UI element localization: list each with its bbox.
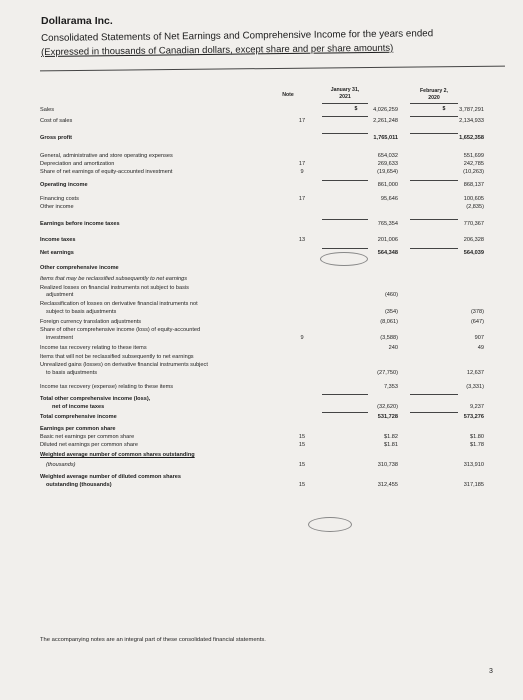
row-label: Reclassification of losses on derivative financial instruments not <box>40 301 198 307</box>
row-label: Foreign currency translation adjustments <box>40 319 142 325</box>
row-value-2020: (647) <box>470 319 484 325</box>
row-label: Earnings per common share <box>40 426 116 432</box>
row-label: Cost of sales <box>40 118 73 124</box>
row-value-2020: $1.80 <box>470 434 484 440</box>
row-label: Realized losses on financial instruments not subject to basis <box>40 285 189 291</box>
statement-row <box>40 370 500 379</box>
statement-row <box>40 182 500 191</box>
row-value-2020: (3,331) <box>466 384 484 390</box>
col2-header-date: February 2, <box>420 88 448 94</box>
row-label: Gross profit <box>40 135 73 141</box>
row-value-2021: 312,455 <box>377 482 398 488</box>
col1-currency: $ <box>354 106 358 112</box>
statement-subtitle: (Expressed in thousands of Canadian dollars, except share and per share amounts) <box>41 42 394 58</box>
row-label: Diluted net earnings per common share <box>40 442 138 448</box>
row-value-2021: 7,353 <box>384 384 398 390</box>
company-name: Dollarama Inc. <box>41 15 113 27</box>
row-value-2021: 564,348 <box>377 250 398 256</box>
statement-row <box>40 462 500 471</box>
row-value-2020: 100,605 <box>463 196 484 202</box>
total-rule <box>322 394 368 395</box>
row-value-2020: 3,787,291 <box>459 107 484 113</box>
row-label: Share of net earnings of equity-accounted investment <box>40 169 173 175</box>
row-label: Depreciation and amortization <box>40 161 115 167</box>
statement-row <box>40 204 500 213</box>
total-rule <box>410 248 458 249</box>
row-value-2020: 564,039 <box>463 250 484 256</box>
total-rule <box>322 219 368 220</box>
total-rule <box>410 394 458 395</box>
row-label: Operating income <box>40 182 88 188</box>
col2-header-year: 2020 <box>428 95 440 101</box>
row-value-2020: $1.78 <box>470 442 484 448</box>
row-value-2021: $1.82 <box>384 434 398 440</box>
statement-row <box>40 309 500 318</box>
total-rule <box>410 412 458 413</box>
statement-row <box>40 265 500 274</box>
row-label: investment <box>46 335 74 341</box>
row-label: Net earnings <box>40 250 74 256</box>
row-label: Other comprehensive income <box>40 265 119 271</box>
total-rule <box>322 133 368 134</box>
row-value-2021: 765,354 <box>377 221 398 227</box>
row-value-2020: 907 <box>474 335 484 341</box>
row-label: subject to basis adjustments <box>46 309 117 315</box>
row-value-2020: 868,137 <box>463 182 484 188</box>
row-label: Weighted average number of common shares outstanding <box>40 452 195 458</box>
statement-row <box>40 221 500 230</box>
row-value-2021: 654,032 <box>377 153 398 159</box>
row-value-2021: (3,588) <box>380 335 398 341</box>
total-rule <box>410 116 458 117</box>
row-label: Unrealized gains (losses) on derivative financial instruments subject <box>40 362 208 368</box>
row-value-2021: $1.81 <box>384 442 398 448</box>
page-number: 3 <box>489 668 493 675</box>
row-label: Total other comprehensive income (loss), <box>40 396 151 402</box>
note-header: Note <box>282 92 294 98</box>
header-rule <box>40 66 505 72</box>
row-value-2021: 201,006 <box>377 237 398 243</box>
row-label: net of income taxes <box>52 404 105 410</box>
total-rule <box>410 219 458 220</box>
row-label: Income tax recovery (expense) relating to these items <box>40 384 174 390</box>
row-label: Financing costs <box>40 196 79 202</box>
col1-header-rule <box>322 103 368 104</box>
statement-row <box>40 135 500 144</box>
row-value-2021: 269,633 <box>377 161 398 167</box>
statement-row <box>40 276 500 285</box>
statement-row <box>40 118 500 127</box>
row-value-2021: 861,000 <box>377 182 398 188</box>
row-note: 15 <box>298 462 306 468</box>
annotation-circle-weighted-shares <box>308 517 352 532</box>
row-label: adjustment <box>46 292 74 298</box>
row-label: Items that will not be reclassified subsequently to net earnings <box>40 354 194 360</box>
row-label: (thousands) <box>46 462 76 468</box>
row-value-2020: 12,637 <box>466 370 484 376</box>
row-value-2020: 1,652,358 <box>459 135 484 141</box>
footer-note: The accompanying notes are an integral part of these consolidated financial statements. <box>40 637 266 643</box>
statement-row <box>40 237 500 246</box>
statement-row <box>40 414 500 423</box>
row-value-2021: 95,646 <box>380 196 398 202</box>
row-value-2021: (19,654) <box>377 169 398 175</box>
row-value-2020: 770,367 <box>463 221 484 227</box>
col2-header-rule <box>410 103 458 104</box>
total-rule <box>410 133 458 134</box>
row-note: 9 <box>300 335 304 341</box>
row-note: 17 <box>298 118 306 124</box>
total-rule <box>322 248 368 249</box>
row-value-2021: 2,261,248 <box>373 118 398 124</box>
row-value-2020: (10,263) <box>463 169 484 175</box>
row-value-2021: 1,765,011 <box>373 135 398 141</box>
statement-row <box>40 107 500 116</box>
row-value-2020: 551,699 <box>463 153 484 159</box>
statement-row <box>40 169 500 178</box>
row-label: Items that may be reclassified subsequently to net earnings <box>40 276 188 282</box>
statement-row <box>40 452 500 461</box>
row-value-2020: 2,134,933 <box>459 118 484 124</box>
row-value-2021: (27,750) <box>377 370 398 376</box>
statement-row <box>40 345 500 354</box>
row-label: Weighted average number of diluted common shares <box>40 474 182 480</box>
row-value-2020: 317,185 <box>463 482 484 488</box>
total-rule <box>410 180 458 181</box>
row-label: outstanding (thousands) <box>46 482 112 488</box>
row-value-2020: 9,237 <box>470 404 484 410</box>
row-value-2021: 240 <box>388 345 398 351</box>
row-note: 15 <box>298 482 306 488</box>
statement-row <box>40 482 500 491</box>
row-value-2020: 573,276 <box>463 414 484 420</box>
row-value-2021: (354) <box>384 309 398 315</box>
statement-row <box>40 335 500 344</box>
row-value-2021: (32,620) <box>377 404 398 410</box>
row-value-2021: (460) <box>384 292 398 298</box>
total-rule <box>322 412 368 413</box>
row-label: Share of other comprehensive income (loss) of equity-accounted <box>40 327 201 333</box>
annotation-circle-net-earnings <box>320 252 368 266</box>
row-label: Other income <box>40 204 74 210</box>
row-value-2020: (2,835) <box>466 204 484 210</box>
row-value-2020: 242,785 <box>463 161 484 167</box>
row-note: 9 <box>300 169 304 175</box>
row-value-2020: 313,910 <box>463 462 484 468</box>
row-label: Sales <box>40 107 54 113</box>
row-note: 17 <box>298 196 306 202</box>
row-label: Earnings before income taxes <box>40 221 120 227</box>
row-note: 13 <box>298 237 306 243</box>
col1-header-year: 2021 <box>339 94 351 100</box>
row-value-2020: (378) <box>470 309 484 315</box>
col2-currency: $ <box>442 106 446 112</box>
row-label: to basis adjustments <box>46 370 97 376</box>
row-label: Income taxes <box>40 237 76 243</box>
statement-row <box>40 442 500 451</box>
total-rule <box>322 180 368 181</box>
statement-row <box>40 292 500 301</box>
row-label: General, administrative and store operating expenses <box>40 153 173 159</box>
row-label: Basic net earnings per common share <box>40 434 135 440</box>
row-note: 17 <box>298 161 306 167</box>
row-value-2021: (8,061) <box>380 319 398 325</box>
statement-row <box>40 384 500 393</box>
row-value-2021: 310,738 <box>377 462 398 468</box>
total-rule <box>322 116 368 117</box>
statement-row <box>40 250 500 259</box>
row-label: Total comprehensive income <box>40 414 117 420</box>
row-value-2021: 531,728 <box>377 414 398 420</box>
row-label: Income tax recovery relating to these items <box>40 345 147 351</box>
col1-header-date: January 31, <box>330 87 360 93</box>
row-value-2020: 49 <box>477 345 484 351</box>
row-value-2020: 206,328 <box>463 237 484 243</box>
statement-title: Consolidated Statements of Net Earnings and Comprehensive Income for the years ended <box>41 28 434 44</box>
row-note: 15 <box>298 434 306 440</box>
row-note: 15 <box>298 442 306 448</box>
row-value-2021: 4,026,259 <box>373 107 398 113</box>
